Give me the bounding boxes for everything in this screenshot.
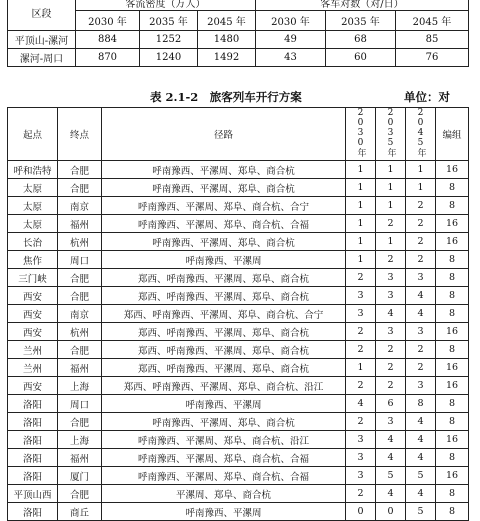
origin-cell: 洛阳 xyxy=(8,449,58,467)
train-pairs-header: 客车对数（对/日） xyxy=(256,0,469,11)
destination-cell: 商丘 xyxy=(58,503,102,521)
year-header: 2035 年 xyxy=(326,11,396,31)
value-2035-cell: 2 xyxy=(376,215,406,233)
value-2035-cell: 1 xyxy=(376,161,406,179)
value-2030-cell: 1 xyxy=(346,251,376,269)
value-cell: 1252 xyxy=(140,31,198,49)
value-2045-cell: 8 xyxy=(406,395,436,413)
value-2035-cell: 3 xyxy=(376,323,406,341)
unit-label: 单位：对 xyxy=(404,90,450,104)
value-2035-cell: 3 xyxy=(376,413,406,431)
value-2035-cell: 2 xyxy=(376,377,406,395)
value-cell: 49 xyxy=(256,31,326,49)
route-cell: 郑西、呼南豫西、平漯周、郑阜、商合杭 xyxy=(102,359,346,377)
year-header: 2045 年 xyxy=(198,11,256,31)
origin-cell: 洛阳 xyxy=(8,503,58,521)
value-cell: 85 xyxy=(396,31,469,49)
group-cell: 8 xyxy=(436,413,469,431)
origin-cell: 平顶山西 xyxy=(8,485,58,503)
destination-cell: 周口 xyxy=(58,395,102,413)
table-row xyxy=(8,269,469,287)
origin-cell: 长治 xyxy=(8,233,58,251)
destination-cell: 福州 xyxy=(58,359,102,377)
year-header: 2035 年 xyxy=(140,11,198,31)
origin-cell: 洛阳 xyxy=(8,413,58,431)
value-2045-cell: 2 xyxy=(406,359,436,377)
section-cell: 漯河-周口 xyxy=(8,49,76,67)
section-header: 区段 xyxy=(8,0,76,31)
table-row xyxy=(8,49,469,67)
section-cell: 平顶山-漯河 xyxy=(8,31,76,49)
origin-cell: 兰州 xyxy=(8,359,58,377)
value-2030-cell: 1 xyxy=(346,179,376,197)
origin-cell: 太原 xyxy=(8,179,58,197)
value-2035-cell: 4 xyxy=(376,485,406,503)
value-2030-cell: 4 xyxy=(346,395,376,413)
value-2045-cell: 4 xyxy=(406,485,436,503)
group-cell: 8 xyxy=(436,395,469,413)
destination-cell: 南京 xyxy=(58,197,102,215)
origin-cell: 洛阳 xyxy=(8,395,58,413)
destination-cell: 合肥 xyxy=(58,269,102,287)
origin-cell: 洛阳 xyxy=(8,467,58,485)
value-2035-cell: 1 xyxy=(376,233,406,251)
route-cell: 呼南豫西、平漯周、郑阜、商合杭 xyxy=(102,413,346,431)
table-row xyxy=(8,503,469,521)
group-cell: 8 xyxy=(436,269,469,287)
destination-cell: 周口 xyxy=(58,251,102,269)
table-row xyxy=(8,485,469,503)
group-cell: 8 xyxy=(436,287,469,305)
value-2035-cell: 2 xyxy=(376,251,406,269)
route-cell: 郑西、呼南豫西、平漯周、郑阜、商合杭 xyxy=(102,287,346,305)
value-2045-cell: 1 xyxy=(406,179,436,197)
destination-cell: 合肥 xyxy=(58,179,102,197)
destination-cell: 合肥 xyxy=(58,485,102,503)
group-cell: 16 xyxy=(436,377,469,395)
value-2045-cell: 4 xyxy=(406,287,436,305)
group-header: 编组 xyxy=(436,108,469,161)
origin-cell: 太原 xyxy=(8,215,58,233)
destination-cell: 上海 xyxy=(58,377,102,395)
table-row xyxy=(8,251,469,269)
value-2045-cell: 4 xyxy=(406,305,436,323)
value-2030-cell: 2 xyxy=(346,341,376,359)
group-cell: 16 xyxy=(436,323,469,341)
group-cell: 16 xyxy=(436,467,469,485)
table-row xyxy=(8,431,469,449)
passenger-density-table xyxy=(7,0,469,67)
route-cell: 呼南豫西、平漯周、郑阜、商合杭、合福 xyxy=(102,215,346,233)
value-2035-cell: 2 xyxy=(376,341,406,359)
route-cell: 郑西、呼南豫西、平漯周、郑阜、商合杭 xyxy=(102,341,346,359)
value-2030-cell: 1 xyxy=(346,233,376,251)
route-cell: 呼南豫西、平漯周 xyxy=(102,251,346,269)
table-row xyxy=(8,197,469,215)
value-2045-cell: 3 xyxy=(406,269,436,287)
value-2045-cell: 5 xyxy=(406,503,436,521)
value-2030-cell: 1 xyxy=(346,197,376,215)
value-2030-cell: 1 xyxy=(346,215,376,233)
origin-cell: 洛阳 xyxy=(8,431,58,449)
route-cell: 郑西、呼南豫西、平漯周、郑阜、商合杭 xyxy=(102,269,346,287)
value-2045-cell: 4 xyxy=(406,431,436,449)
group-cell: 16 xyxy=(436,233,469,251)
value-2035-cell: 4 xyxy=(376,449,406,467)
destination-cell: 合肥 xyxy=(58,341,102,359)
group-cell: 16 xyxy=(436,431,469,449)
value-cell: 1240 xyxy=(140,49,198,67)
table-row xyxy=(8,161,469,179)
value-cell: 1480 xyxy=(198,31,256,49)
destination-cell: 杭州 xyxy=(58,323,102,341)
value-2030-cell: 1 xyxy=(346,161,376,179)
destination-cell: 厦门 xyxy=(58,467,102,485)
value-2045-cell: 2 xyxy=(406,341,436,359)
route-cell: 呼南豫西、平漯周 xyxy=(102,503,346,521)
group-cell: 8 xyxy=(436,251,469,269)
group-cell: 8 xyxy=(436,503,469,521)
destination-cell: 合肥 xyxy=(58,413,102,431)
group-cell: 16 xyxy=(436,161,469,179)
destination-header: 终点 xyxy=(58,108,102,161)
value-2045-cell: 2 xyxy=(406,197,436,215)
origin-cell: 西安 xyxy=(8,305,58,323)
value-2035-cell: 2 xyxy=(376,359,406,377)
value-2035-cell: 4 xyxy=(376,305,406,323)
destination-cell: 福州 xyxy=(58,449,102,467)
value-2035-cell: 3 xyxy=(376,269,406,287)
table-caption: 表 2.1-2 旅客列车开行方案 xyxy=(150,90,302,104)
table-row xyxy=(8,305,469,323)
table-row xyxy=(8,449,469,467)
value-2030-cell: 3 xyxy=(346,305,376,323)
group-cell: 8 xyxy=(436,197,469,215)
group-cell: 8 xyxy=(436,179,469,197)
origin-cell: 西安 xyxy=(8,323,58,341)
value-cell: 76 xyxy=(396,49,469,67)
route-cell: 呼南豫西、平漯周、郑阜、商合杭、合宁 xyxy=(102,197,346,215)
destination-cell: 合肥 xyxy=(58,287,102,305)
route-cell: 呼南豫西、平漯周、郑阜、商合杭、合福 xyxy=(102,449,346,467)
value-2030-cell: 2 xyxy=(346,485,376,503)
value-2035-cell: 4 xyxy=(376,431,406,449)
origin-cell: 西安 xyxy=(8,377,58,395)
origin-cell: 太原 xyxy=(8,197,58,215)
table-row xyxy=(8,287,469,305)
value-2030-cell: 3 xyxy=(346,467,376,485)
value-2035-cell: 1 xyxy=(376,179,406,197)
value-2030-cell: 3 xyxy=(346,449,376,467)
value-2030-cell: 3 xyxy=(346,431,376,449)
value-2045-cell: 4 xyxy=(406,449,436,467)
year-2045-header: 2045年 xyxy=(406,108,436,161)
group-cell: 8 xyxy=(436,485,469,503)
value-2035-cell: 3 xyxy=(376,287,406,305)
group-cell: 16 xyxy=(436,359,469,377)
group-cell: 8 xyxy=(436,305,469,323)
value-cell: 68 xyxy=(326,31,396,49)
table-row xyxy=(8,395,469,413)
year-header: 2030 年 xyxy=(76,11,140,31)
group-cell: 16 xyxy=(436,215,469,233)
value-2030-cell: 2 xyxy=(346,269,376,287)
value-2045-cell: 5 xyxy=(406,467,436,485)
table-row xyxy=(8,413,469,431)
value-2045-cell: 3 xyxy=(406,377,436,395)
origin-header: 起点 xyxy=(8,108,58,161)
value-2035-cell: 1 xyxy=(376,197,406,215)
table-row xyxy=(8,377,469,395)
destination-cell: 合肥 xyxy=(58,161,102,179)
origin-cell: 呼和浩特 xyxy=(8,161,58,179)
density-header: 客流密度（万人） xyxy=(76,0,256,11)
value-2030-cell: 2 xyxy=(346,377,376,395)
route-cell: 呼南豫西、平漯周、郑阜、商合杭 xyxy=(102,161,346,179)
route-cell: 平漯周、郑阜、商合杭 xyxy=(102,485,346,503)
origin-cell: 兰州 xyxy=(8,341,58,359)
year-2030-header: 2030年 xyxy=(346,108,376,161)
table-row xyxy=(8,179,469,197)
value-cell: 1492 xyxy=(198,49,256,67)
value-2030-cell: 2 xyxy=(346,413,376,431)
destination-cell: 福州 xyxy=(58,215,102,233)
value-2035-cell: 0 xyxy=(376,503,406,521)
route-cell: 呼南豫西、平漯周、郑阜、商合杭 xyxy=(102,179,346,197)
destination-cell: 上海 xyxy=(58,431,102,449)
table-row xyxy=(8,215,469,233)
value-2045-cell: 2 xyxy=(406,251,436,269)
value-2030-cell: 0 xyxy=(346,503,376,521)
value-2045-cell: 2 xyxy=(406,233,436,251)
route-cell: 郑西、呼南豫西、平漯周、郑阜、商合杭、合宁 xyxy=(102,305,346,323)
value-2035-cell: 6 xyxy=(376,395,406,413)
value-2045-cell: 2 xyxy=(406,215,436,233)
value-2030-cell: 3 xyxy=(346,287,376,305)
destination-cell: 杭州 xyxy=(58,233,102,251)
origin-cell: 西安 xyxy=(8,287,58,305)
route-cell: 呼南豫西、平漯周、郑阜、商合杭 xyxy=(102,233,346,251)
route-cell: 呼南豫西、平漯周、郑阜、商合杭、合福 xyxy=(102,467,346,485)
value-2030-cell: 1 xyxy=(346,359,376,377)
table-row xyxy=(8,359,469,377)
table-row xyxy=(8,31,469,49)
table-row xyxy=(8,323,469,341)
route-cell: 呼南豫西、平漯周 xyxy=(102,395,346,413)
year-header: 2030 年 xyxy=(256,11,326,31)
route-cell: 呼南豫西、平漯周、郑阜、商合杭、沿江 xyxy=(102,431,346,449)
value-cell: 60 xyxy=(326,49,396,67)
year-2035-header: 2035年 xyxy=(376,108,406,161)
value-2045-cell: 4 xyxy=(406,413,436,431)
value-cell: 43 xyxy=(256,49,326,67)
origin-cell: 三门峡 xyxy=(8,269,58,287)
year-header: 2045 年 xyxy=(396,11,469,31)
train-plan-table xyxy=(7,107,469,521)
value-2045-cell: 1 xyxy=(406,161,436,179)
table-row xyxy=(8,467,469,485)
value-2035-cell: 5 xyxy=(376,467,406,485)
value-cell: 870 xyxy=(76,49,140,67)
origin-cell: 焦作 xyxy=(8,251,58,269)
table-row xyxy=(8,341,469,359)
route-cell: 郑西、呼南豫西、平漯周、郑阜、商合杭 xyxy=(102,323,346,341)
route-header: 径路 xyxy=(102,108,346,161)
value-cell: 884 xyxy=(76,31,140,49)
group-cell: 8 xyxy=(436,449,469,467)
table-row xyxy=(8,233,469,251)
value-2030-cell: 2 xyxy=(346,323,376,341)
train-plan-body xyxy=(8,161,469,521)
group-cell: 8 xyxy=(436,341,469,359)
destination-cell: 南京 xyxy=(58,305,102,323)
value-2045-cell: 3 xyxy=(406,323,436,341)
route-cell: 郑西、呼南豫西、平漯周、郑阜、商合杭、沿江 xyxy=(102,377,346,395)
